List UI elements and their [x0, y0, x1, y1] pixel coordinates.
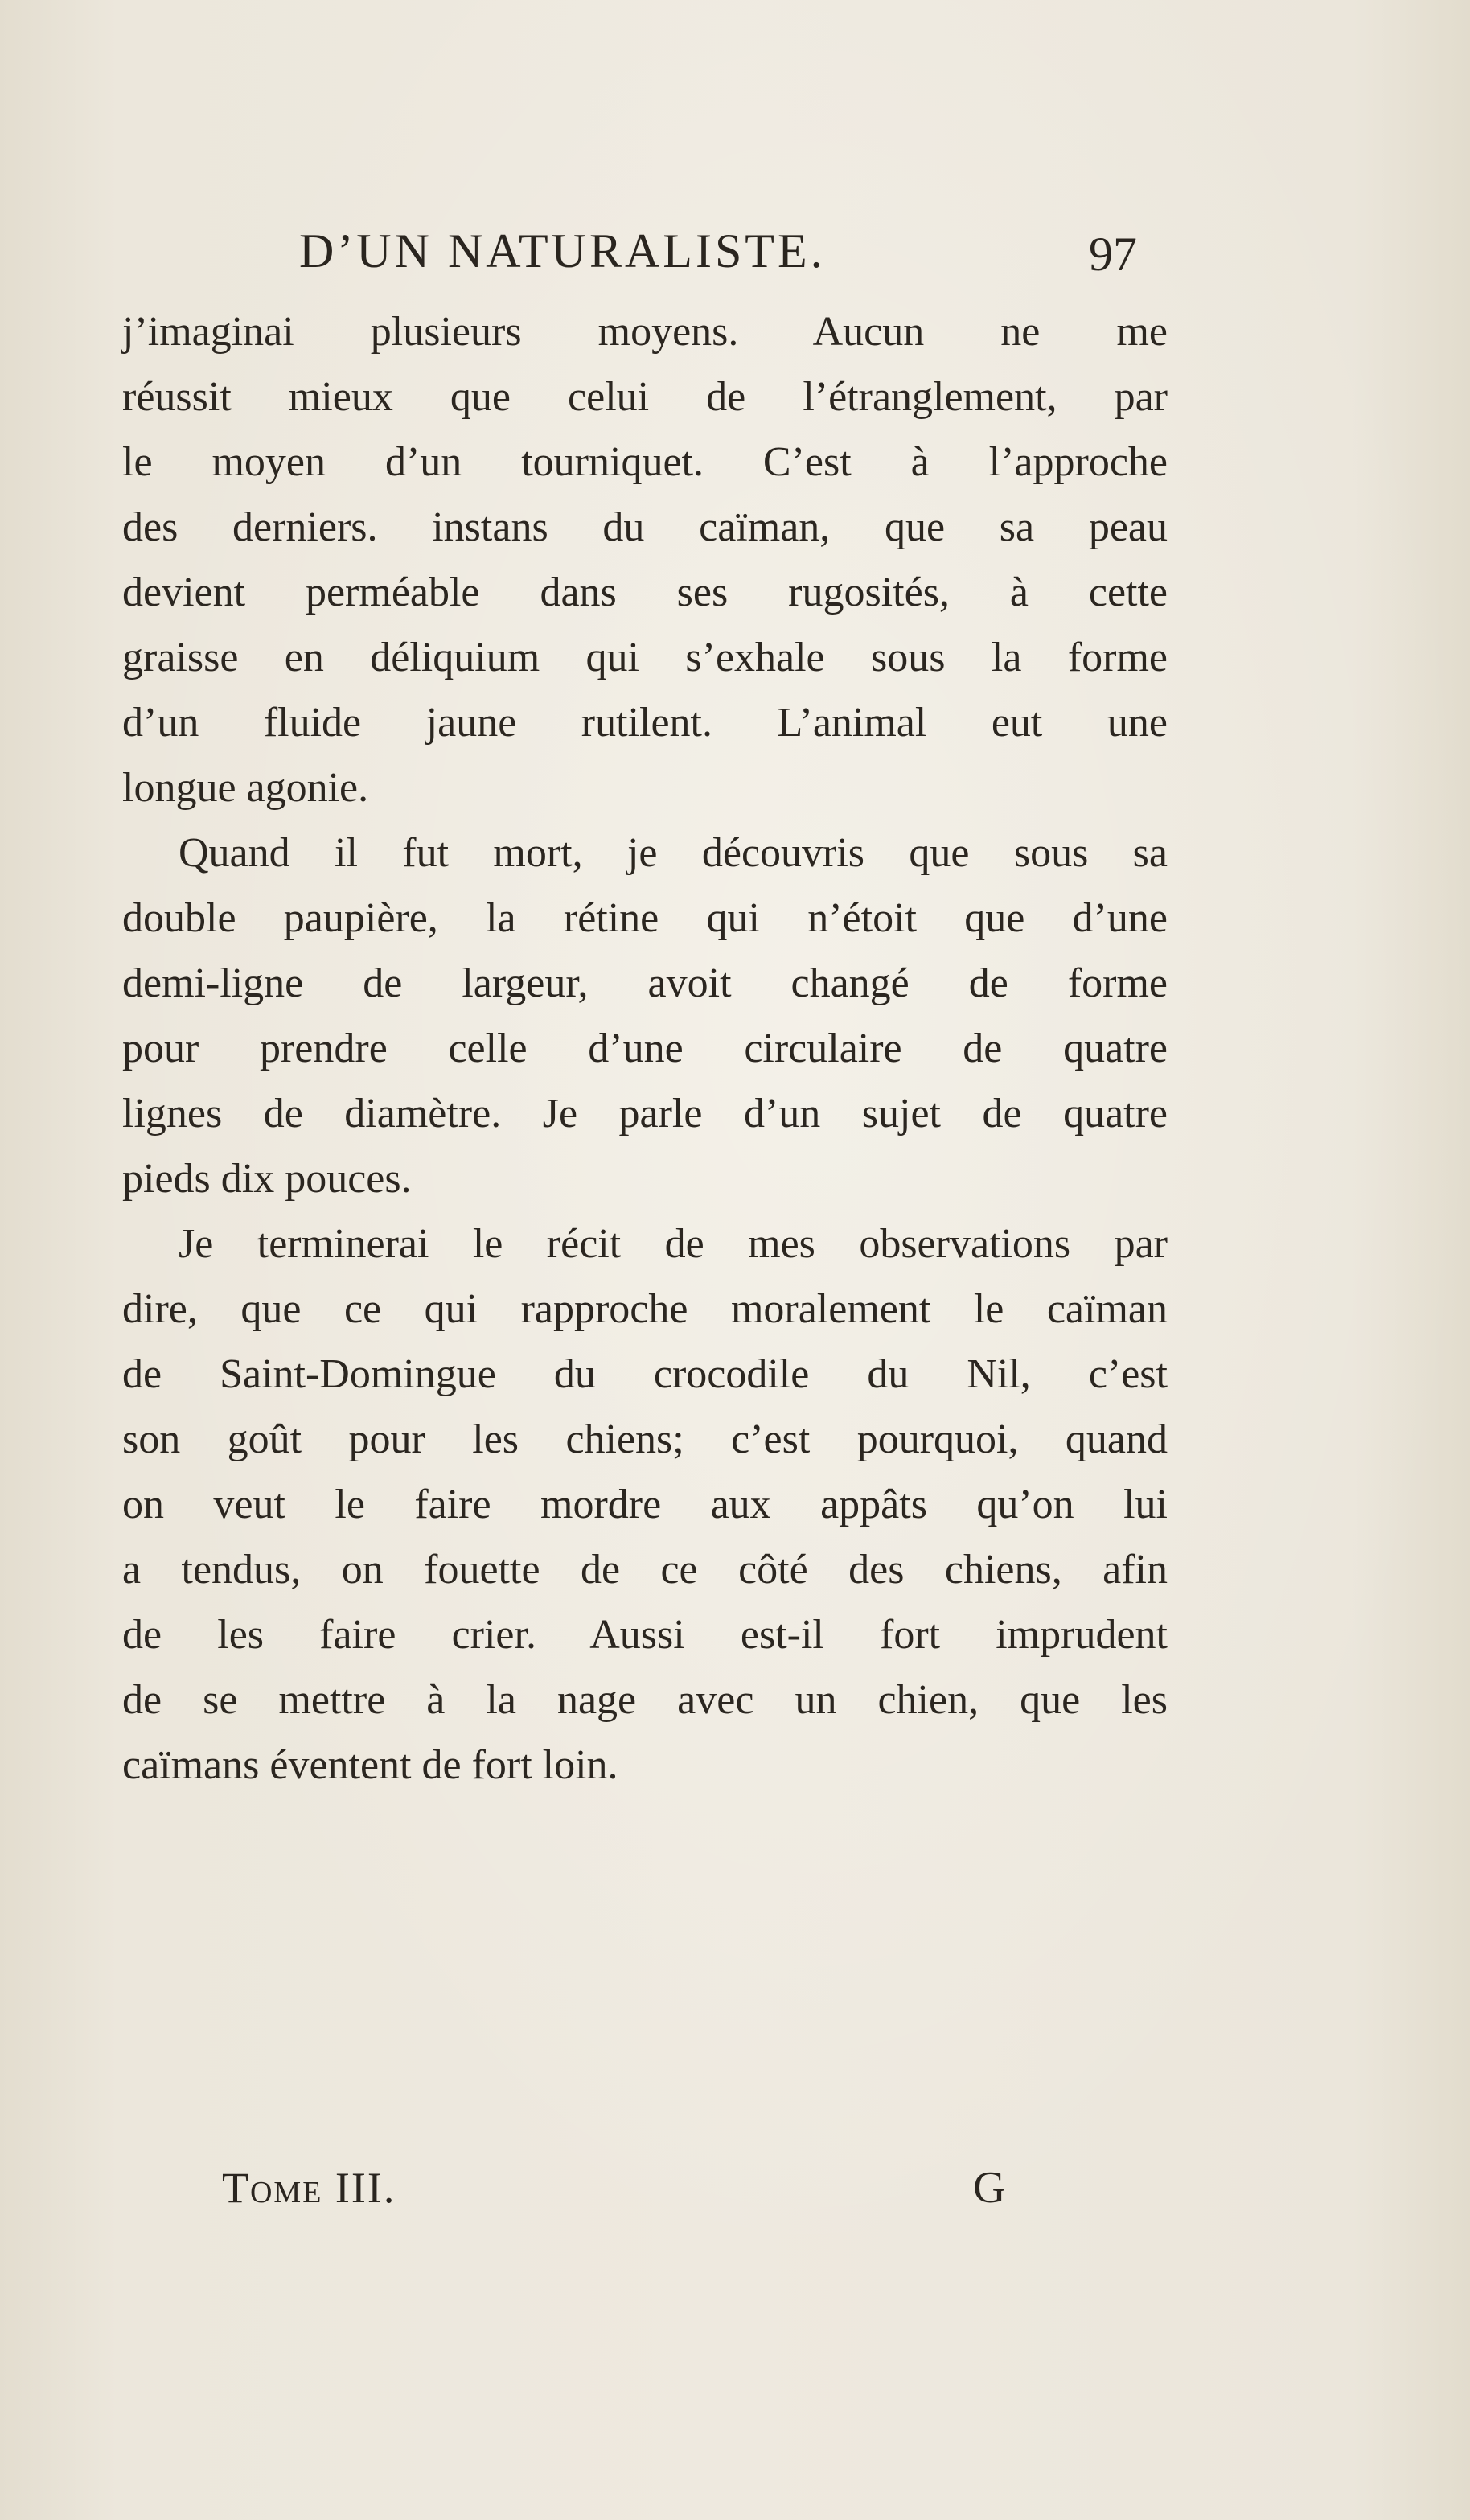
text-line: double paupière, la rétine qui n’étoit que d’une [122, 895, 1168, 941]
page-number: 97 [1089, 228, 1137, 281]
text-line: devient perméable dans ses rugosités, à cette [122, 569, 1168, 615]
text-line: de Saint-Domingue du crocodile du Nil, c’est [122, 1351, 1168, 1397]
text-line: longue agonie. [122, 765, 369, 811]
text-line: graisse en déliquium qui s’exhale sous la forme [122, 635, 1168, 680]
text-line: Quand il fut mort, je découvris que sous sa [179, 830, 1168, 876]
text-line: Je terminerai le récit de mes observations par [179, 1221, 1168, 1267]
text-line: le moyen d’un tourniquet. C’est à l’approche [122, 439, 1168, 485]
text-line: d’un fluide jaune rutilent. L’animal eut une [122, 700, 1168, 746]
text-line: de les faire crier. Aussi est-il fort imprudent [122, 1612, 1168, 1658]
text-line: dire, que ce qui rapproche moralement le caïman [122, 1286, 1168, 1332]
text-line: lignes de diamètre. Je parle d’un sujet de quatre [122, 1091, 1168, 1137]
running-title: D’UN NATURALISTE. [299, 224, 826, 277]
text-line: j’imaginai plusieurs moyens. Aucun ne me [122, 309, 1168, 355]
text-line: pour prendre celle d’une circulaire de quatre [122, 1026, 1168, 1071]
volume-label: Tome III. [222, 2164, 396, 2212]
body-text [122, 299, 1168, 1798]
text-line: a tendus, on fouette de ce côté des chiens, afin [122, 1547, 1168, 1593]
text-line: demi-ligne de largeur, avoit changé de forme [122, 960, 1168, 1006]
page-footer [0, 2156, 1470, 2220]
text-line: caïmans éventent de fort loin. [122, 1742, 618, 1788]
text-line: de se mettre à la nage avec un chien, que les [122, 1677, 1168, 1723]
text-line: des derniers. instans du caïman, que sa peau [122, 504, 1168, 550]
signature-mark: G [973, 2163, 1006, 2213]
text-line: on veut le faire mordre aux appâts qu’on lui [122, 1482, 1168, 1527]
text-line: réussit mieux que celui de l’étranglement, par [122, 374, 1168, 420]
text-line: son goût pour les chiens; c’est pourquoi, quand [122, 1416, 1168, 1462]
running-header [0, 219, 1470, 283]
text-line: pieds dix pouces. [122, 1156, 412, 1202]
